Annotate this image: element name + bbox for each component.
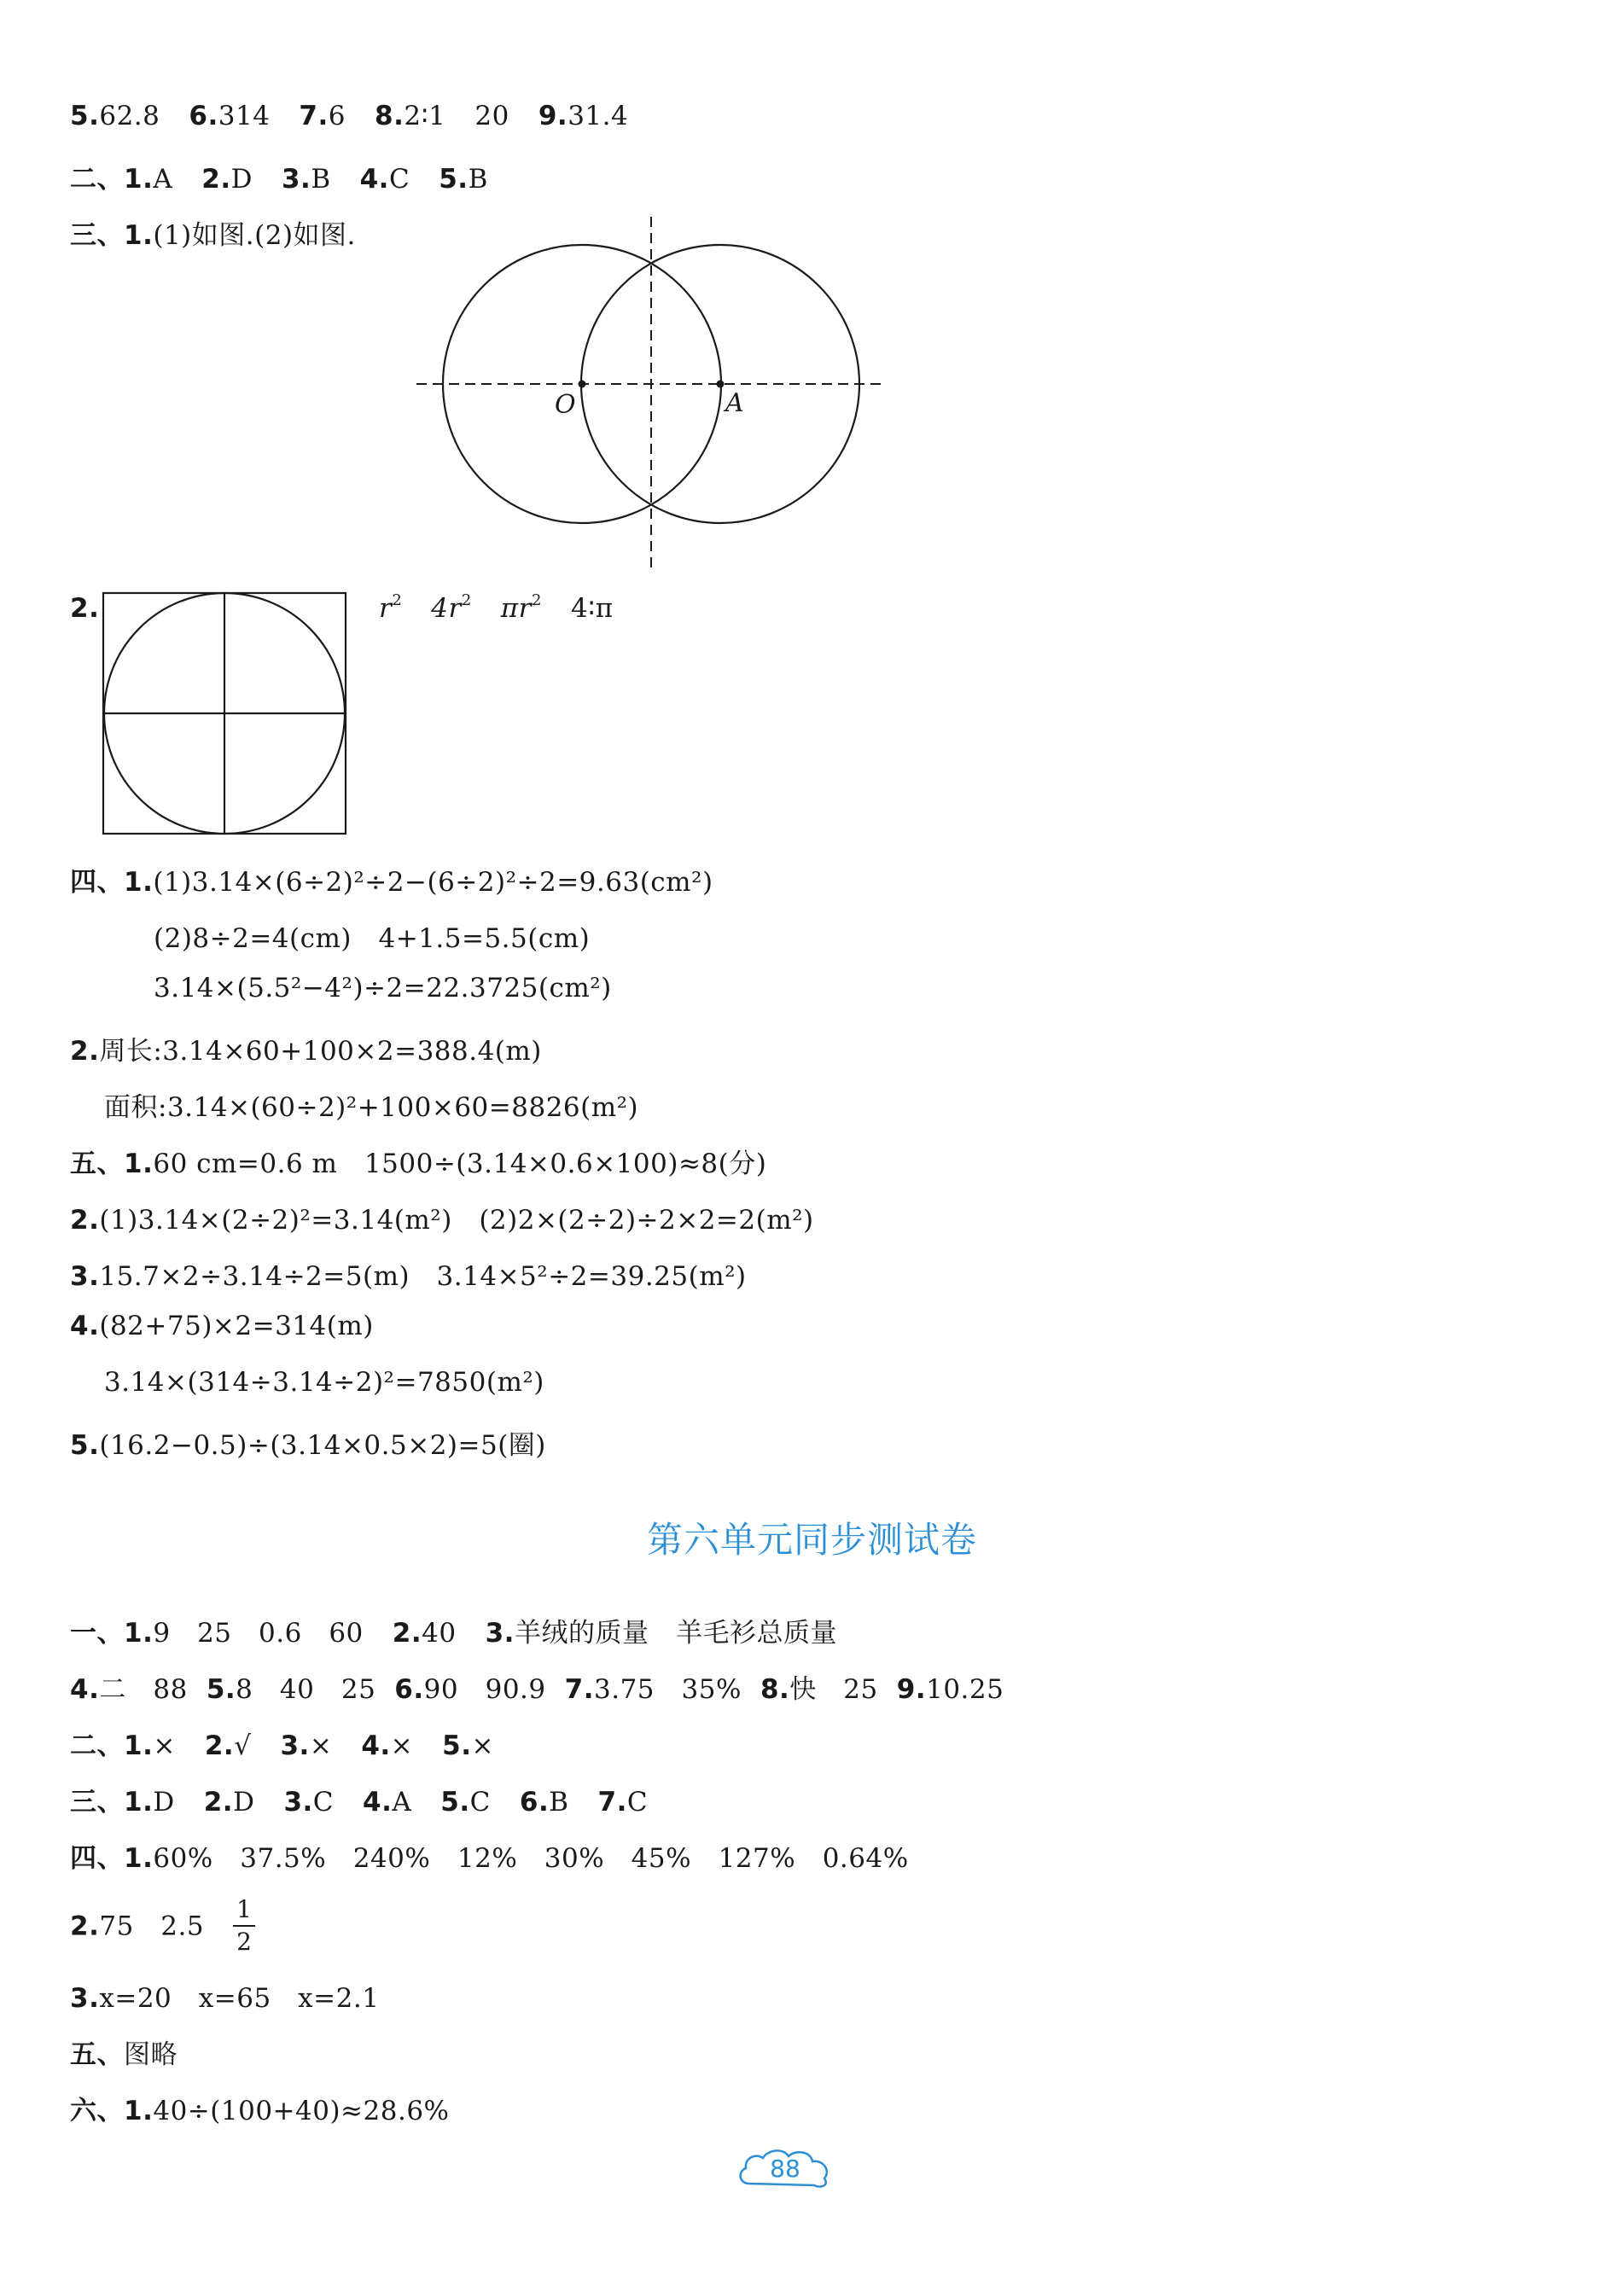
q-number: 2. xyxy=(204,1730,235,1761)
answer: D xyxy=(153,1787,175,1818)
q-number: 7. xyxy=(597,1787,627,1818)
q-number: 2. xyxy=(392,1618,422,1649)
answer: × xyxy=(309,1730,333,1761)
q-number: 4. xyxy=(359,164,389,195)
section-head: 三、1. xyxy=(70,1787,154,1818)
answer: 9 25 0.6 60 xyxy=(153,1618,364,1649)
answer-line-2 xyxy=(70,157,488,195)
q-number: 2. xyxy=(70,1205,100,1236)
q-number: 8. xyxy=(760,1674,790,1705)
answer: 314 xyxy=(218,101,271,131)
answer: 75 2.5 xyxy=(99,1911,205,1942)
fraction-numerator: 1 xyxy=(233,1898,255,1927)
answer-line-9 xyxy=(104,1085,638,1124)
answer-line-5 xyxy=(70,860,713,899)
label-o: O xyxy=(555,390,576,420)
q-number: 2. xyxy=(70,593,100,624)
answer: × xyxy=(390,1730,414,1761)
q-number: 4. xyxy=(361,1730,391,1761)
answer: 图略 xyxy=(124,2039,178,2070)
section-head: 四、1. xyxy=(70,867,154,898)
q-number: 4. xyxy=(70,1311,100,1341)
q-number: 5. xyxy=(70,101,100,131)
answer: C xyxy=(312,1787,335,1818)
answer: 60 cm=0.6 m 1500÷(3.14×0.6×100)≈8(分) xyxy=(153,1149,767,1179)
section-head: 二、1. xyxy=(70,1730,154,1761)
answer: 31.4 xyxy=(568,101,629,131)
s6-line-9 xyxy=(70,2089,450,2127)
answer: πr xyxy=(500,593,532,624)
q-number: 2. xyxy=(70,1911,100,1942)
answer: 羊绒的质量 羊毛衫总质量 xyxy=(514,1618,837,1649)
answer-line-6 xyxy=(154,916,590,955)
q-number: 5. xyxy=(440,1787,470,1818)
fraction xyxy=(233,1895,255,1956)
q-number: 2. xyxy=(70,1036,100,1067)
q-number: 6. xyxy=(519,1787,550,1818)
answer: 10.25 xyxy=(926,1674,1004,1705)
answer: C xyxy=(626,1787,649,1818)
square-circle-figure xyxy=(101,590,352,838)
q-number: 3. xyxy=(485,1618,515,1649)
q-number: 7. xyxy=(299,101,329,131)
answer-line-8 xyxy=(70,1029,542,1067)
answer: 60% 37.5% 240% 12% 30% 45% 127% 0.64% xyxy=(153,1843,909,1874)
answer: (1)如图.(2)如图. xyxy=(153,220,356,251)
answer: (16.2−0.5)÷(3.14×0.5×2)=5(圈) xyxy=(99,1430,546,1461)
q-number: 9. xyxy=(896,1674,927,1705)
answer-line-1 xyxy=(70,101,628,131)
answer-line-15 xyxy=(70,1423,546,1462)
q-number: 5. xyxy=(442,1730,472,1761)
page-number: 88 xyxy=(770,2155,800,2183)
answer: 二 88 xyxy=(99,1674,188,1705)
answer: 3.75 35% xyxy=(594,1674,742,1705)
answer: (82+75)×2=314(m) xyxy=(99,1311,374,1341)
point-o xyxy=(579,381,586,388)
answer: √ xyxy=(234,1730,252,1761)
answer: 40÷(100+40)≈28.6% xyxy=(153,2096,450,2126)
answer-line-11 xyxy=(70,1198,814,1236)
q-number: 3. xyxy=(283,1787,313,1818)
s6-line-3 xyxy=(70,1724,494,1762)
answer: (2)8÷2=4(cm) 4+1.5=5.5(cm) xyxy=(154,923,591,954)
answer: 4∶π xyxy=(570,593,614,624)
answer-line-10 xyxy=(70,1142,766,1180)
answer: 3.14×(314÷3.14÷2)²=7850(m²) xyxy=(104,1367,544,1398)
answer-line-4-values xyxy=(379,593,614,624)
s6-line-7 xyxy=(70,1976,379,2015)
q-number: 4. xyxy=(363,1787,393,1818)
answer: 62.8 xyxy=(99,101,160,131)
answer: × xyxy=(153,1730,176,1761)
section-head: 五、1. xyxy=(70,1149,154,1179)
answer-line-12 xyxy=(70,1254,747,1293)
answer: 40 xyxy=(422,1618,457,1649)
answer: 15.7×2÷3.14÷2=5(m) 3.14×5²÷2=39.25(m²) xyxy=(99,1261,747,1292)
q-number: 3. xyxy=(70,1983,100,2014)
s6-line-6 xyxy=(70,1895,255,1956)
answer: A xyxy=(153,164,173,195)
s6-line-1 xyxy=(70,1611,837,1649)
q-number: 6. xyxy=(394,1674,424,1705)
label-a: A xyxy=(725,388,744,418)
answer: 90 90.9 xyxy=(423,1674,546,1705)
answer: A xyxy=(392,1787,412,1818)
fraction-denominator: 2 xyxy=(236,1928,253,1956)
answer: x=20 x=65 x=2.1 xyxy=(99,1983,380,2014)
q-number: 9. xyxy=(538,101,568,131)
q-number: 5. xyxy=(70,1430,100,1461)
s6-line-5 xyxy=(70,1836,909,1875)
answer: C xyxy=(469,1787,491,1818)
answer: B xyxy=(468,164,488,195)
q-number: 7. xyxy=(564,1674,594,1705)
q-number: 5. xyxy=(206,1674,236,1705)
exponent: 2 xyxy=(392,591,403,609)
s6-line-4 xyxy=(70,1780,648,1818)
section-head: 六、1. xyxy=(70,2096,154,2126)
answer-line-3 xyxy=(70,213,356,252)
answer: 8 40 25 xyxy=(236,1674,376,1705)
answer: 2∶1 xyxy=(404,101,446,131)
section-head: 三、1. xyxy=(70,220,154,251)
section-head: 一、1. xyxy=(70,1618,154,1649)
q-number: 3. xyxy=(281,164,311,195)
answer-line-4-head xyxy=(70,593,99,624)
q-number: 2. xyxy=(203,1787,234,1818)
answer: 3.14×(5.5²−4²)÷2=22.3725(cm²) xyxy=(154,973,612,1003)
answer: D xyxy=(233,1787,255,1818)
answer: D xyxy=(230,164,253,195)
answer: (1)3.14×(2÷2)²=3.14(m²) (2)2×(2÷2)÷2×2=2(m²) xyxy=(99,1205,814,1236)
section-head: 二、1. xyxy=(70,164,154,195)
q-number: 4. xyxy=(70,1674,100,1705)
q-number: 5. xyxy=(439,164,469,195)
answer: B xyxy=(549,1787,569,1818)
answer: 快 25 xyxy=(789,1674,878,1705)
answer-line-7 xyxy=(154,973,612,1003)
answer: B xyxy=(311,164,331,195)
answer-line-13 xyxy=(70,1311,374,1341)
answer: 周长:3.14×60+100×2=388.4(m) xyxy=(99,1036,542,1067)
q-number: 3. xyxy=(70,1261,100,1292)
answer-line-14 xyxy=(104,1367,544,1398)
exponent: 2 xyxy=(531,591,542,609)
answer: (1)3.14×(6÷2)²÷2−(6÷2)²÷2=9.63(cm²) xyxy=(153,867,713,898)
page-number-badge xyxy=(734,2146,836,2190)
answer: 6 xyxy=(328,101,346,131)
point-a xyxy=(717,381,725,388)
q-number: 8. xyxy=(375,101,405,131)
section-head: 五、 xyxy=(70,2039,124,2070)
q-number: 6. xyxy=(189,101,218,131)
answer: 20 xyxy=(474,101,509,131)
answer: × xyxy=(471,1730,494,1761)
q-number: 2. xyxy=(201,164,231,195)
q-number: 3. xyxy=(280,1730,310,1761)
s6-line-8 xyxy=(70,2033,178,2071)
s6-line-2 xyxy=(70,1667,1004,1706)
two-circles-figure xyxy=(410,215,888,573)
answer: 4r xyxy=(431,593,462,624)
section-head: 四、1. xyxy=(70,1843,154,1874)
answer: 面积:3.14×(60÷2)²+100×60=8826(m²) xyxy=(104,1092,639,1123)
answer: C xyxy=(388,164,410,195)
section-title: 第六单元同步测试卷 xyxy=(646,1519,977,1561)
exponent: 2 xyxy=(461,591,472,609)
answer: r xyxy=(379,593,393,624)
